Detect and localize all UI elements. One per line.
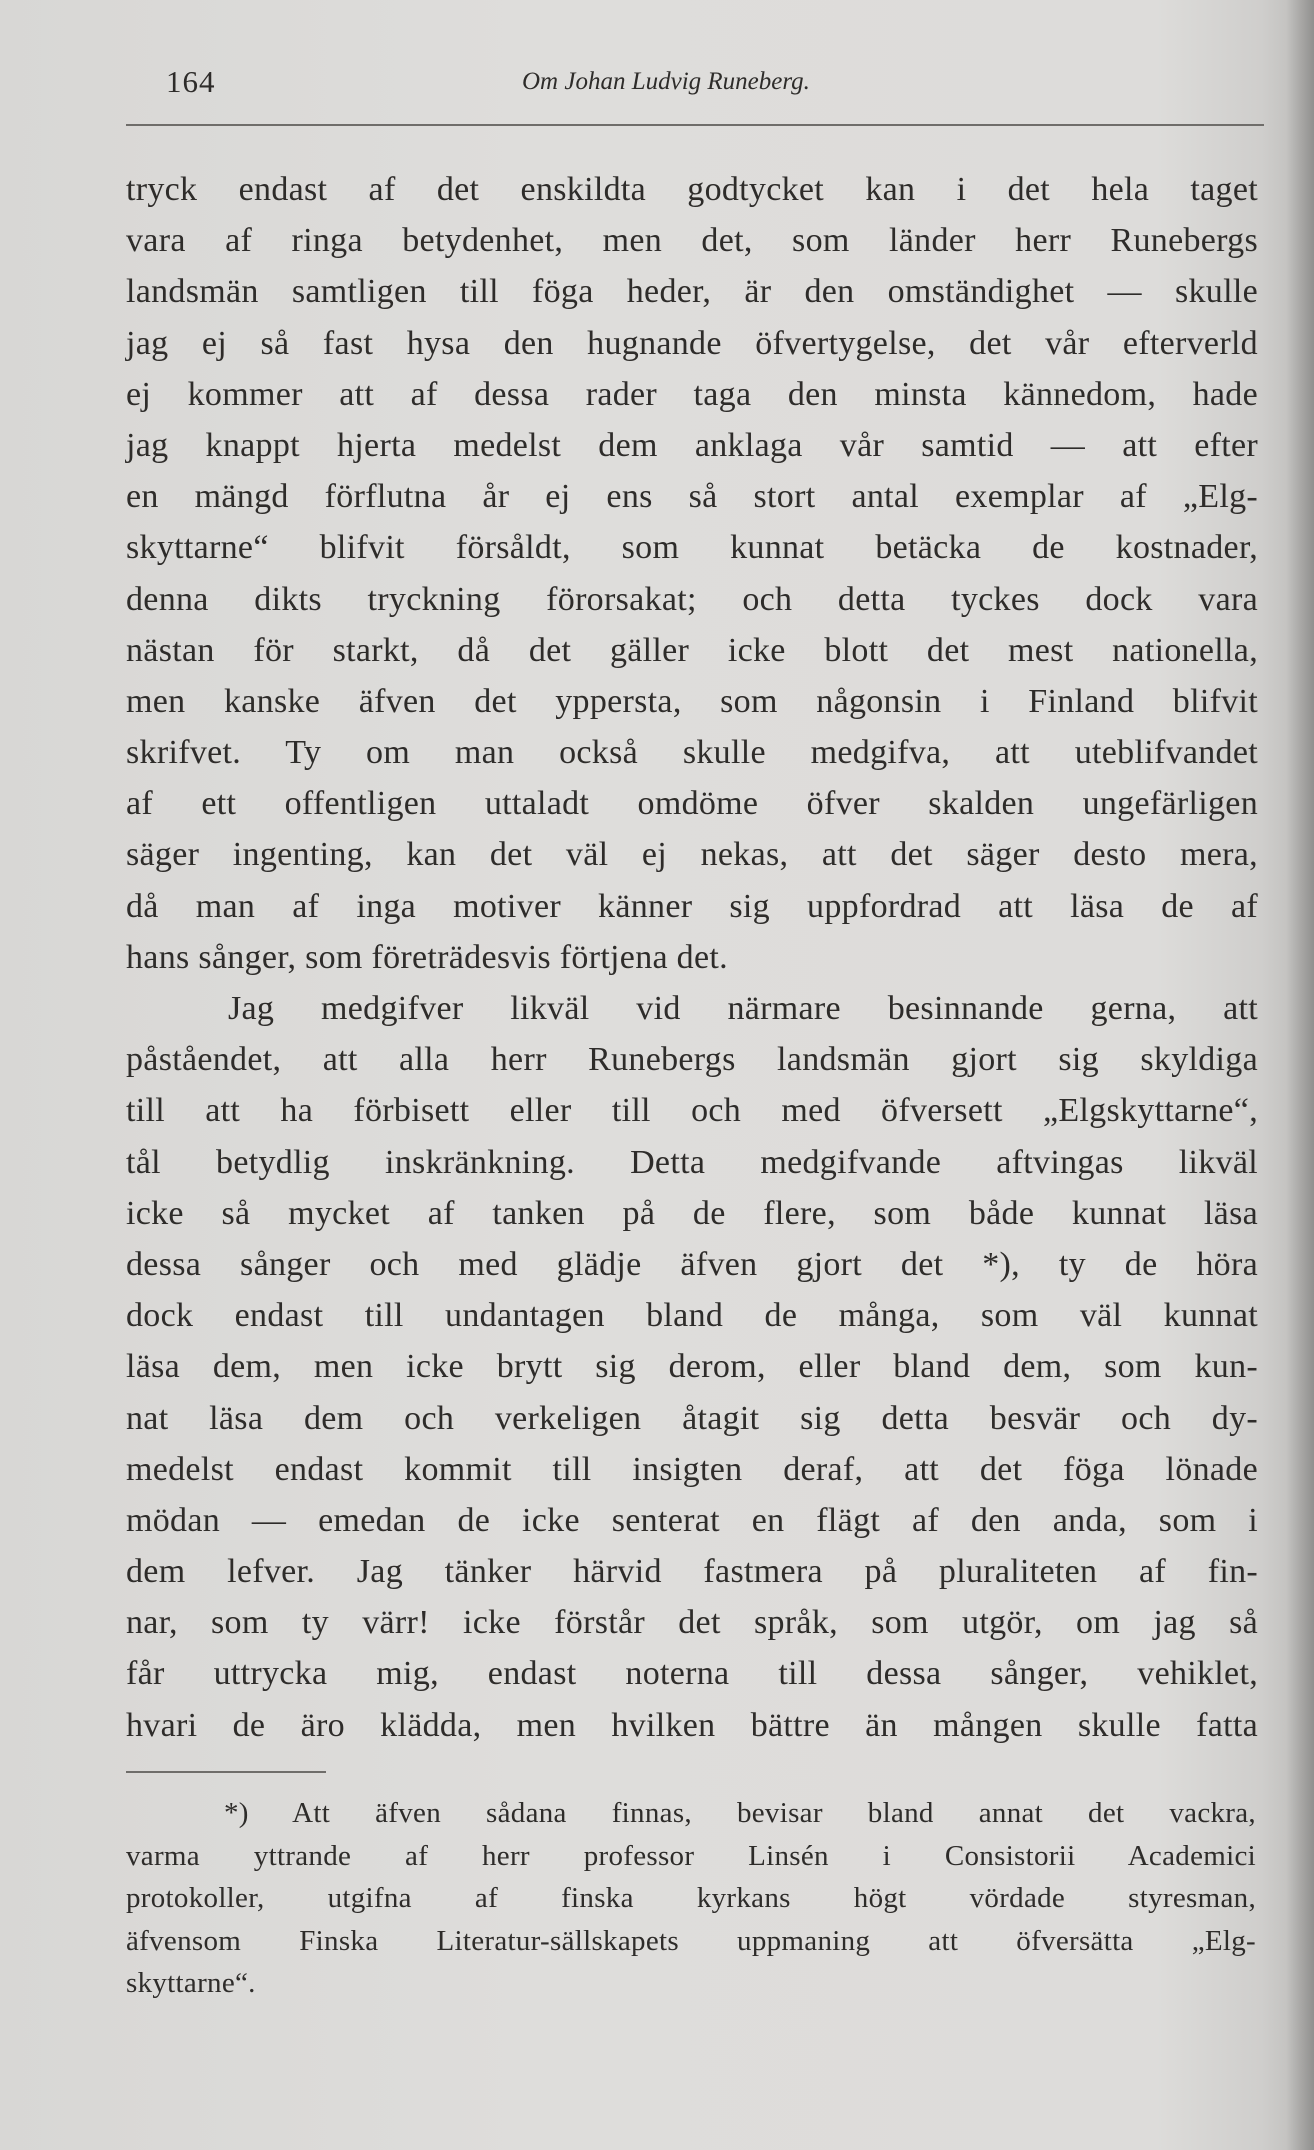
running-head: Om Johan Ludvig Runeberg. <box>522 68 810 95</box>
text-line: skyttarne“ blifvit försåldt, som kunnat betäcka de kostnader, <box>126 529 1258 567</box>
text-line: dessa sånger och med glädje äfven gjort det *), ty de höra <box>126 1245 1258 1283</box>
text-line: dem lefver. Jag tänker härvid fastmera på pluraliteten af fin- <box>126 1553 1258 1591</box>
text-line: hans sånger, som företrädesvis förtjena det. <box>126 938 728 976</box>
footnote-line: *) Att äfven sådana finnas, bevisar bland annat det vackra, <box>224 1797 1256 1829</box>
text-line: hvari de äro klädda, men hvilken bättre än mången skulle fatta <box>126 1706 1258 1744</box>
footnote-line: protokoller, utgifna af finska kyrkans högt vördade styresman, <box>126 1882 1256 1915</box>
text-line: tål betydlig inskränkning. Detta medgifvande aftvingas likväl <box>126 1143 1258 1181</box>
page-header <box>126 60 1266 110</box>
text-line: af ett offentligen uttaladt omdöme öfver skalden ungefärligen <box>126 785 1258 823</box>
body-text <box>126 164 1258 1751</box>
text-line: då man af inga motiver känner sig uppfordrad att läsa de af <box>126 887 1258 925</box>
footnote-line: varma yttrande af herr professor Linsén i Consistorii Academici <box>126 1839 1256 1872</box>
footnote-rule <box>126 1771 326 1773</box>
page-number: 164 <box>166 64 216 99</box>
page-edge-shadow <box>1286 0 1314 2150</box>
text-line: får uttrycka mig, endast noterna till dessa sånger, vehiklet, <box>126 1655 1258 1693</box>
text-line: läsa dem, men icke brytt sig derom, eller bland dem, som kun- <box>126 1348 1258 1386</box>
text-line: ej kommer att af dessa rader taga den minsta kännedom, hade <box>126 375 1258 413</box>
text-line: till att ha förbisett eller till och med öfversett „Elgskyttarne“, <box>126 1092 1258 1130</box>
text-line: men kanske äfven det yppersta, som någonsin i Finland blifvit <box>126 682 1258 720</box>
text-line: icke så mycket af tanken på de flere, som både kunnat läsa <box>126 1194 1258 1232</box>
text-line: en mängd förflutna år ej ens så stort antal exemplar af „Elg- <box>126 478 1258 516</box>
text-line: nat läsa dem och verkeligen åtagit sig detta besvär och dy- <box>126 1399 1258 1437</box>
footnote-line: äfvensom Finska Literatur-sällskapets uppmaning att öfversätta „Elg- <box>126 1924 1256 1957</box>
text-line: jag ej så fast hysa den hugnande öfvertygelse, det vår efterverld <box>126 324 1258 362</box>
text-line: jag knappt hjerta medelst dem anklaga vår samtid — att efter <box>126 426 1258 464</box>
text-line: dock endast till undantagen bland de många, som väl kunnat <box>126 1297 1258 1335</box>
text-line: landsmän samtligen till föga heder, är den omständighet — skulle <box>126 273 1258 311</box>
text-line: tryck endast af det enskildta godtycket kan i det hela taget <box>126 171 1258 208</box>
text-line: påståendet, att alla herr Runebergs landsmän gjort sig skyldiga <box>126 1041 1258 1079</box>
text-line: denna dikts tryckning förorsakat; och detta tyckes dock vara <box>126 580 1258 618</box>
text-line: medelst endast kommit till insigten deraf, att det föga lönade <box>126 1450 1258 1488</box>
footnote <box>126 1792 1256 2005</box>
text-line: skrifvet. Ty om man också skulle medgifva, att uteblifvandet <box>126 734 1258 772</box>
footnote-line: skyttarne“. <box>126 1967 256 2000</box>
text-line: säger ingenting, kan det väl ej nekas, att det säger desto mera, <box>126 836 1258 874</box>
text-line: mödan — emedan de icke senterat en flägt af den anda, som i <box>126 1501 1258 1539</box>
text-line: nar, som ty värr! icke förstår det språk, som utgör, om jag så <box>126 1604 1258 1642</box>
text-line: Jag medgifver likväl vid närmare besinnande gerna, att <box>228 990 1258 1027</box>
text-line: vara af ringa betydenhet, men det, som länder herr Runebergs <box>126 222 1258 260</box>
text-line: nästan för starkt, då det gäller icke blott det mest nationella, <box>126 631 1258 669</box>
header-rule <box>126 124 1264 126</box>
